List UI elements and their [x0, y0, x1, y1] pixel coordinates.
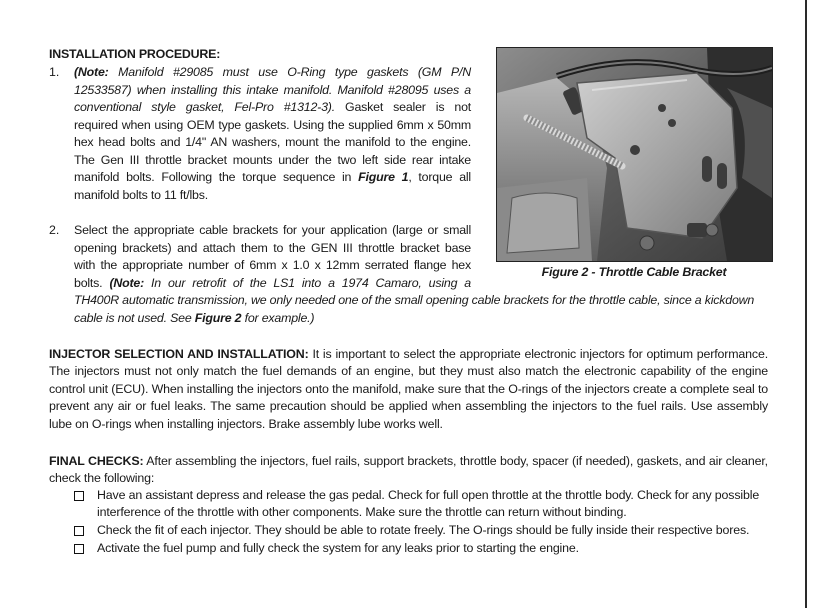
- step-1-number: 1.: [49, 65, 60, 79]
- step-1-line-3: conventional style gasket, Fel-Pro #1312-3). Gasket sealer is not: [74, 100, 472, 114]
- checkbox-icon: [74, 526, 84, 536]
- step-2-line-6: cable is not used. See Figure 2 for example.): [74, 311, 315, 325]
- step-1-line-8: manifold bolts to 11 ft/lbs.: [74, 188, 208, 202]
- step-2-line-1: Select the appropriate cable brackets for your application (large or small: [74, 223, 471, 237]
- step-1-line-5: hex head bolts and 1/4" AN washers, mount the manifold to the engine.: [74, 135, 471, 149]
- figure-1-ref: Figure 1: [358, 170, 409, 184]
- step-1-line-1: (Note: Manifold #29085 must use O-Ring type gaskets (GM P/N: [74, 65, 471, 79]
- step-1-line-2: 12533587) when installing this intake manifold. Manifold #28095 uses a: [74, 83, 471, 97]
- injector-heading: INJECTOR SELECTION AND INSTALLATION:: [49, 347, 309, 361]
- throttle-bracket-photo: [496, 47, 773, 262]
- step-2-line-4: bolts. (Note: In our retrofit of the LS1 into a 1974 Camaro, using a: [74, 276, 471, 290]
- step-2-number: 2.: [49, 223, 60, 237]
- page-edge-rule: [805, 0, 807, 608]
- step-2-line-2: opening brackets) and attach them to the GEN III throttle bracket base: [74, 241, 471, 255]
- step-1-line-7: manifold bolts. Following the torque sequence in Figure 1, torque all: [74, 170, 471, 184]
- checkbox-icon: [74, 544, 84, 554]
- injector-text: It is important to select the appropriate electronic injectors for optimum performance. The injectors must not only match the fuel demands of an engine, but they must also match the electronic capability of the engine control unit (ECU). When installing the injectors onto the manifold, make sure that the O-rings of the injectors create a complete seal to prevent any air or fuel leaks. The same precaution should be applied when assembling the injectors to the fuel rails. Use assembly lube on O-rings when installing injectors. Brake assembly lube works well.: [49, 347, 768, 431]
- checkbox-icon: [74, 491, 84, 501]
- figure-2-caption: Figure 2 - Throttle Cable Bracket: [541, 265, 727, 279]
- throttle-bracket-illustration: [497, 48, 772, 261]
- final-checks-intro: FINAL CHECKS: After assembling the injectors, fuel rails, support brackets, throttle body, spacer (if needed), gaskets, and air cleaner, check the following:: [49, 454, 768, 486]
- figure-2-ref: Figure 2: [194, 311, 242, 325]
- step-1-line-4: required when using OEM type gaskets. Using the supplied 6mm x 50mm: [74, 118, 471, 132]
- step-2-line-3: with the appropriate number of 6mm x 1.0 x 12mm serrated flange hex: [74, 258, 471, 272]
- injector-section: [49, 346, 768, 433]
- final-checks-heading: FINAL CHECKS:: [49, 454, 144, 468]
- installation-heading: INSTALLATION PROCEDURE:: [49, 47, 221, 61]
- step-1-line-6: The Gen III throttle bracket mounts under the two left side rear intake: [74, 153, 471, 167]
- step-2-line-5: TH400R automatic transmission, we only needed one of the small opening cable brackets for the throttle cable, since a kickdown: [74, 293, 755, 307]
